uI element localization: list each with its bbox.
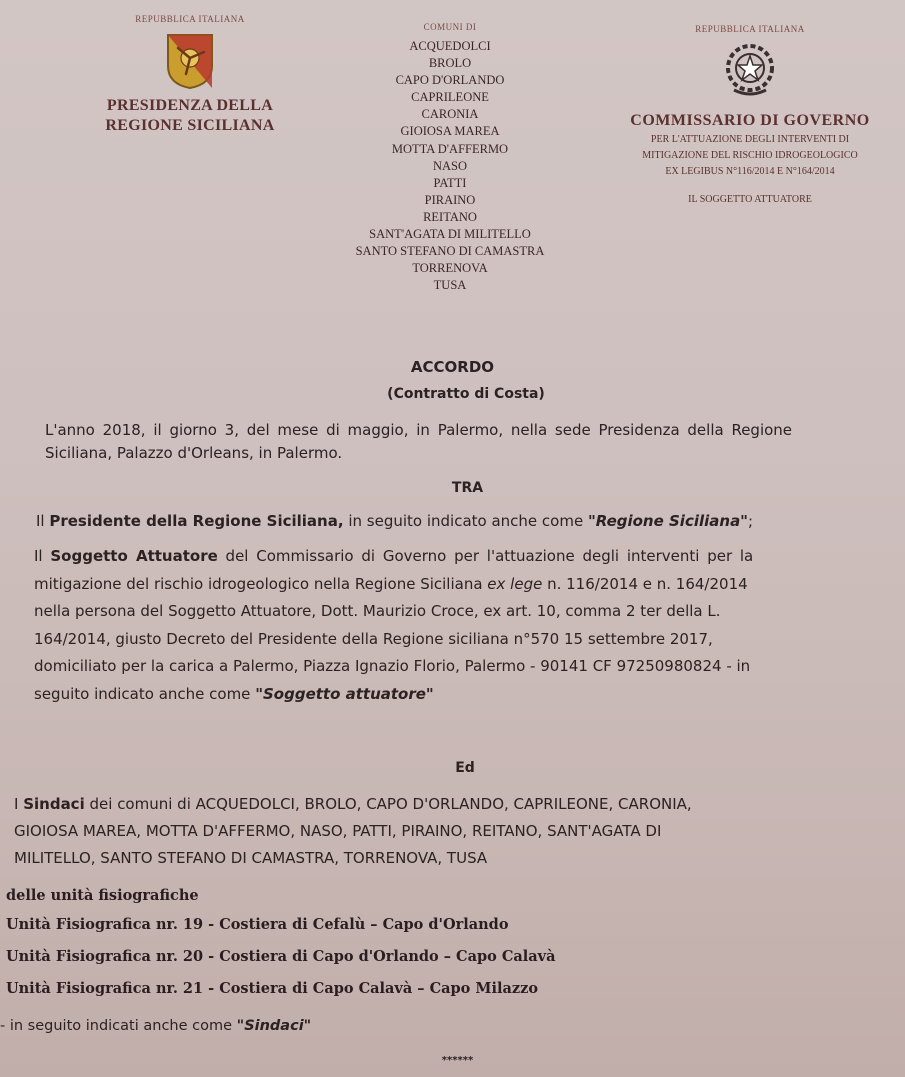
- party-soggetto-attuatore: [34, 543, 904, 708]
- municipality-item: GIOIOSA MAREA: [400, 124, 500, 139]
- region-title-line2: REGIONE SICILIANA: [105, 117, 275, 134]
- municipality-item: NASO: [432, 158, 468, 173]
- mayors-line1: dei comuni di ACQUEDOLCI, BROLO, CAPO D'ORLANDO, CAPRILEONE, CARONIA,: [84, 795, 692, 813]
- municipality-item: TORRENOVA: [412, 261, 488, 276]
- tra-heading: TRA: [451, 480, 484, 496]
- intro-paragraph: [45, 419, 895, 465]
- header-right: [600, 24, 900, 205]
- unit-item: Unità Fisiografica nr. 21 - Costiera di Capo Calavà – Capo Milazzo: [6, 980, 538, 997]
- header-center: [300, 22, 600, 294]
- party1-prefix: Il: [36, 512, 50, 530]
- party1-alias: "Regione Siciliana": [587, 512, 749, 530]
- unit-item: Unità Fisiografica nr. 19 - Costiera di Cefalù – Capo d'Orlando: [6, 916, 509, 933]
- ed-heading: Ed: [455, 760, 475, 776]
- municipality-item: ACQUEDOLCI: [409, 39, 491, 53]
- party2-line4: 164/2014, giusto Decreto del Presidente della Regione siciliana n°570 15 settembre 2017,: [34, 629, 713, 648]
- municipality-item: MOTTA D'AFFERMO: [391, 141, 509, 156]
- intro-line-1: L'anno 2018, il giorno 3, del mese di maggio, in Palermo, nella sede Presidenza della Regione: [45, 421, 793, 439]
- party2-line2a: mitigazione del rischio idrogeologico nella Regione Siciliana: [34, 574, 488, 593]
- municipality-item: PATTI: [433, 175, 467, 190]
- intro-line-2: Siciliana, Palazzo d'Orleans, in Palermo.: [45, 444, 343, 462]
- commissioner-title: COMMISSARIO DI GOVERNO: [630, 112, 870, 129]
- party2-line3: nella persona del Soggetto Attuatore, Dott. Maurizio Croce, ex art. 10, comma 2 ter della L.: [34, 602, 721, 620]
- commissioner-subtitle-2: MITIGAZIONE DEL RISCHIO IDROGEOLOGICO: [642, 150, 858, 161]
- italian-emblem-icon: [720, 40, 780, 100]
- party2-line5: domiciliato per la carica a Palermo, Piazza Ignazio Florio, Palermo - 90141 CF 97250980824 - in: [34, 657, 751, 675]
- document-title: ACCORDO: [410, 358, 495, 376]
- mayors-prefix: I: [14, 795, 24, 813]
- municipality-item: CAPO D'ORLANDO: [395, 73, 505, 88]
- closing-text: - in seguito indicati anche come: [0, 1018, 237, 1034]
- party1-suffix: ;: [748, 512, 754, 530]
- party2-line1: del Commissario di Governo per l'attuazione degli interventi per la: [217, 547, 754, 565]
- municipality-item: SANT'AGATA DI MILITELLO: [369, 227, 531, 242]
- municipality-item: SANTO STEFANO DI CAMASTRA: [355, 244, 545, 259]
- closing-alias: "Sindaci": [236, 1018, 312, 1034]
- left-republic-label: REPUBBLICA ITALIANA: [135, 14, 245, 24]
- party2-line2b: n. 116/2014 e n. 164/2014: [542, 574, 748, 593]
- mayors-paragraph: [14, 791, 904, 872]
- party-regione: [36, 510, 896, 533]
- mayors-line3: MILITELLO, SANTO STEFANO DI CAMASTRA, TORRENOVA, TUSA: [14, 849, 488, 867]
- sicily-coat-of-arms-icon: [164, 32, 216, 90]
- party1-text: in seguito indicato anche come: [343, 512, 588, 530]
- header-left: [70, 14, 310, 136]
- municipality-item: BROLO: [428, 56, 472, 71]
- right-republic-label: REPUBBLICA ITALIANA: [695, 24, 805, 34]
- closing-line: [0, 1018, 890, 1034]
- region-title-line1: PRESIDENZA DELLA: [106, 97, 274, 114]
- physiographic-units: [6, 882, 896, 1004]
- document-subtitle: (Contratto di Costa): [387, 386, 545, 402]
- municipality-item: TUSA: [433, 278, 467, 293]
- municipality-item: CAPRILEONE: [411, 90, 489, 105]
- units-heading: delle unità fisiografiche: [6, 887, 199, 904]
- municipalities-label: COMUNI DI: [423, 22, 477, 32]
- municipality-item: REITANO: [423, 209, 477, 224]
- party2-alias: "Soggetto attuatore": [255, 684, 434, 703]
- municipality-item: CARONIA: [421, 107, 479, 122]
- party2-name: Soggetto Attuatore: [50, 547, 218, 565]
- municipality-item: PIRAINO: [424, 192, 476, 207]
- implementing-body-label: IL SOGGETTO ATTUATORE: [688, 194, 812, 205]
- party2-line6a: seguito indicato anche come: [34, 684, 256, 703]
- municipality-list: [300, 38, 600, 294]
- party1-name: Presidente della Regione Siciliana,: [49, 512, 344, 530]
- unit-item: Unità Fisiografica nr. 20 - Costiera di Capo d'Orlando – Capo Calavà: [6, 948, 556, 965]
- commissioner-subtitle-1: PER L'ATTUAZIONE DEGLI INTERVENTI DI: [650, 134, 850, 145]
- mayors-line2: GIOIOSA MAREA, MOTTA D'AFFERMO, NASO, PATTI, PIRAINO, REITANO, SANT'AGATA DI: [14, 822, 662, 840]
- commissioner-subtitle-3: EX LEGIBUS N°116/2014 E N°164/2014: [665, 166, 835, 177]
- mayors-label: Sindaci: [23, 795, 85, 813]
- party2-prefix: Il: [34, 547, 51, 565]
- party2-line2-italic: ex lege: [487, 574, 543, 593]
- separator-stars: ******: [441, 1055, 474, 1066]
